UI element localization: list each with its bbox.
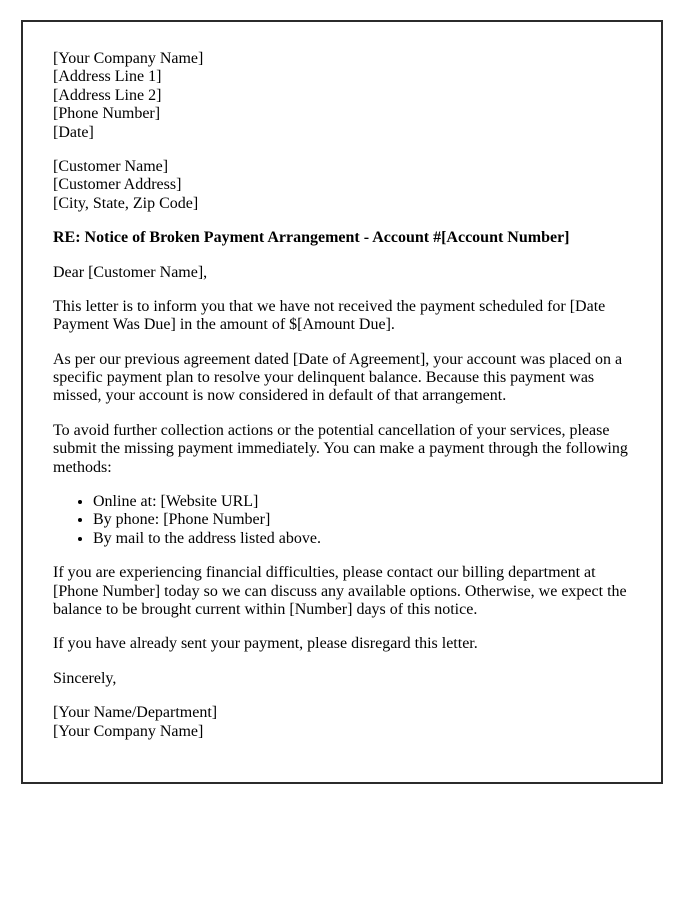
signature-company-name: [Your Company Name]: [53, 722, 204, 740]
payment-method-online: • Online at: [Website URL]: [93, 493, 631, 511]
recipient-address: [Customer Address]: [53, 176, 182, 194]
letter-date: [Date]: [53, 123, 94, 141]
subject-line: RE: Notice of Broken Payment Arrangement - Account #[Account Number]: [53, 229, 570, 247]
payment-methods-list: [53, 493, 631, 548]
payment-method-phone: • By phone: [Phone Number]: [93, 511, 631, 529]
closing-paragraph-disregard: If you have already sent your payment, please disregard this letter.: [53, 635, 478, 653]
signature-block: [53, 704, 631, 741]
recipient-address-block: [53, 158, 631, 213]
salutation: Dear [Customer Name],: [53, 263, 208, 281]
sign-off: Sincerely,: [53, 669, 117, 687]
letter-document: [21, 20, 663, 784]
closing-paragraph-financial-difficulties: If you are experiencing financial difficulties, please contact our billing department at [Phone Number] today so we can discuss any available options. Otherwise, we expect the balance to be brought current within [Number] days of this notice.: [53, 564, 627, 618]
sender-address-block: [53, 50, 631, 142]
sender-address-line-2: [Address Line 2]: [53, 86, 162, 104]
recipient-name: [Customer Name]: [53, 157, 169, 175]
signature-name-department: [Your Name/Department]: [53, 704, 218, 722]
body-paragraph-missed-payment: This letter is to inform you that we have not received the payment scheduled for [Date Payment Was Due] in the amount of $[Amount Due].: [53, 297, 606, 334]
body-paragraph-payment-request: To avoid further collection actions or the potential cancellation of your services, please submit the missing payment immediately. You can make a payment through the following methods:: [53, 421, 628, 476]
body-paragraph-agreement-default: As per our previous agreement dated [Date of Agreement], your account was placed on a specific payment plan to resolve your delinquent balance. Because this payment was missed, your account is now considered in default of that arrangement.: [53, 350, 623, 405]
sender-company-name: [Your Company Name]: [53, 50, 204, 67]
sender-phone-number: [Phone Number]: [53, 105, 161, 123]
recipient-city-state-zip: [City, State, Zip Code]: [53, 194, 199, 212]
sender-address-line-1: [Address Line 1]: [53, 68, 162, 86]
payment-method-mail: • By mail to the address listed above.: [93, 530, 631, 548]
